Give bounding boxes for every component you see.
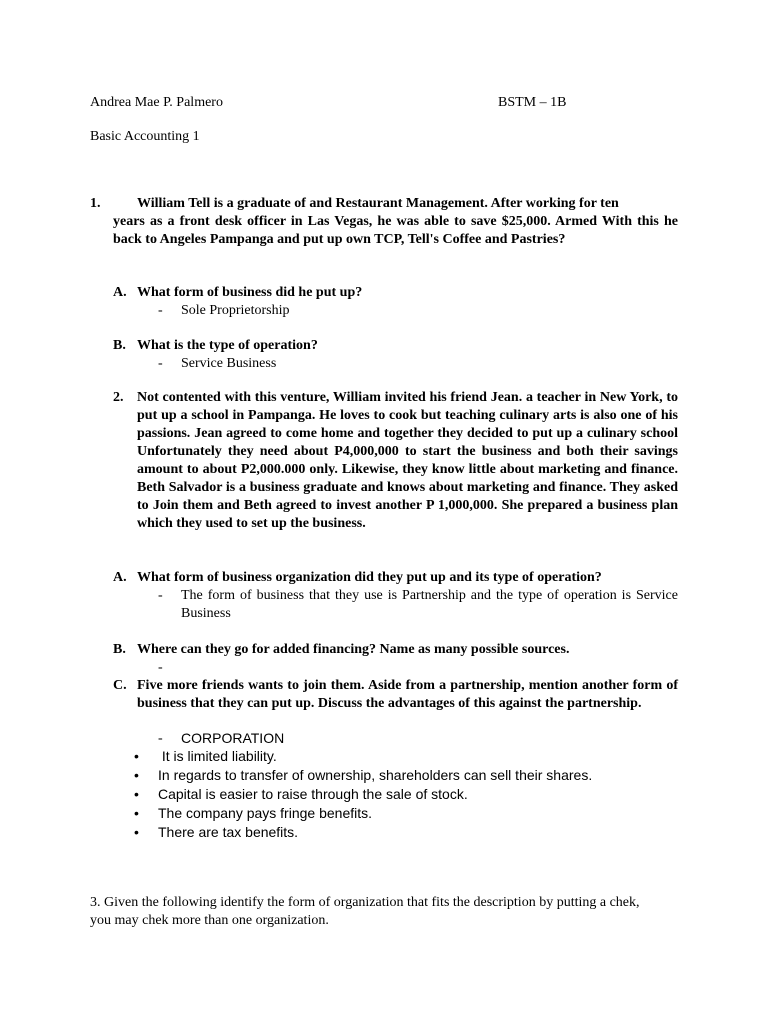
- list-item: [134, 766, 592, 785]
- list-item: [134, 747, 592, 766]
- q2c-dash: -: [158, 731, 163, 746]
- q1-rest-lines: years as a front desk officer in Las Vegas, he was able to save $25,000. Armed With this he back to Angeles Pampanga and put up own TCP, Tell's Coffee and Pastries?: [113, 214, 678, 247]
- list-item-text: It is limited liability.: [158, 748, 277, 764]
- q1a-letter: A.: [113, 285, 127, 300]
- list-item-text: In regards to transfer of ownership, shareholders can sell their shares.: [158, 767, 593, 783]
- section-label: BSTM – 1B: [498, 95, 567, 110]
- q2c-letter: C.: [113, 678, 127, 693]
- bullet-icon: •: [134, 786, 139, 802]
- q2b-dash: -: [158, 660, 163, 675]
- q3-text: 3. Given the following identify the form of organization that fits the description by putting a chek, you may chek more than one organization.: [90, 895, 640, 928]
- q2b-letter: B.: [113, 642, 126, 657]
- q1a-answer: Sole Proprietorship: [181, 303, 290, 318]
- q2c-answer: CORPORATION: [181, 730, 285, 746]
- q2a-dash: -: [158, 588, 163, 603]
- q2a-question: What form of business organization did they put up and its type of operation?: [137, 570, 602, 585]
- q1b-letter: B.: [113, 338, 126, 353]
- bullet-icon: •: [134, 767, 139, 783]
- q1-first-line: William Tell is a graduate of and Restaurant Management. After working for ten: [137, 196, 619, 211]
- q1b-question: What is the type of operation?: [137, 338, 318, 353]
- q2b-question: Where can they go for added financing? Name as many possible sources.: [137, 642, 570, 657]
- list-item-text: Capital is easier to raise through the sale of stock.: [158, 786, 468, 802]
- bullet-icon: •: [134, 805, 139, 821]
- list-item-text: There are tax benefits.: [158, 824, 299, 840]
- q1a-dash: -: [158, 303, 163, 318]
- list-item-text: The company pays fringe benefits.: [158, 805, 373, 821]
- student-name: Andrea Mae P. Palmero: [90, 95, 223, 110]
- q1b-dash: -: [158, 356, 163, 371]
- q2a-letter: A.: [113, 570, 127, 585]
- list-item: [134, 804, 592, 823]
- q1b-answer: Service Business: [181, 356, 277, 371]
- q2-text: Not contented with this venture, William invited his friend Jean. a teacher in New York, to put up a school in Pampanga. He loves to cook but teaching culinary arts is also one of his passions. Jean agreed to come home and together they decided to put up a culinary school Unfortunately they need about P4,000,000 to start the business and both their savings amount to about P2,000.000 only. Likewise, they know little about marketing and finance. Beth Salvador is a business graduate and knows about marketing and finance. They asked to Join them and Beth agreed to invest another P 1,000,000. She prepared a business plan which they used to set up the business.: [137, 390, 678, 531]
- list-item: [134, 823, 592, 842]
- bullet-icon: •: [134, 824, 139, 840]
- q2c-question: Five more friends wants to join them. Aside from a partnership, mention another form of business that they can put up. Discuss the advantages of this against the partnership.: [137, 678, 678, 711]
- advantages-list: [134, 747, 592, 842]
- list-item: [134, 785, 592, 804]
- course-title: Basic Accounting 1: [90, 129, 200, 144]
- q2a-answer: The form of business that they use is Partnership and the type of operation is Service Business: [181, 588, 678, 621]
- q1-number: 1.: [90, 196, 101, 211]
- q1a-question: What form of business did he put up?: [137, 285, 363, 300]
- q2-number: 2.: [113, 390, 124, 405]
- bullet-icon: •: [134, 748, 139, 764]
